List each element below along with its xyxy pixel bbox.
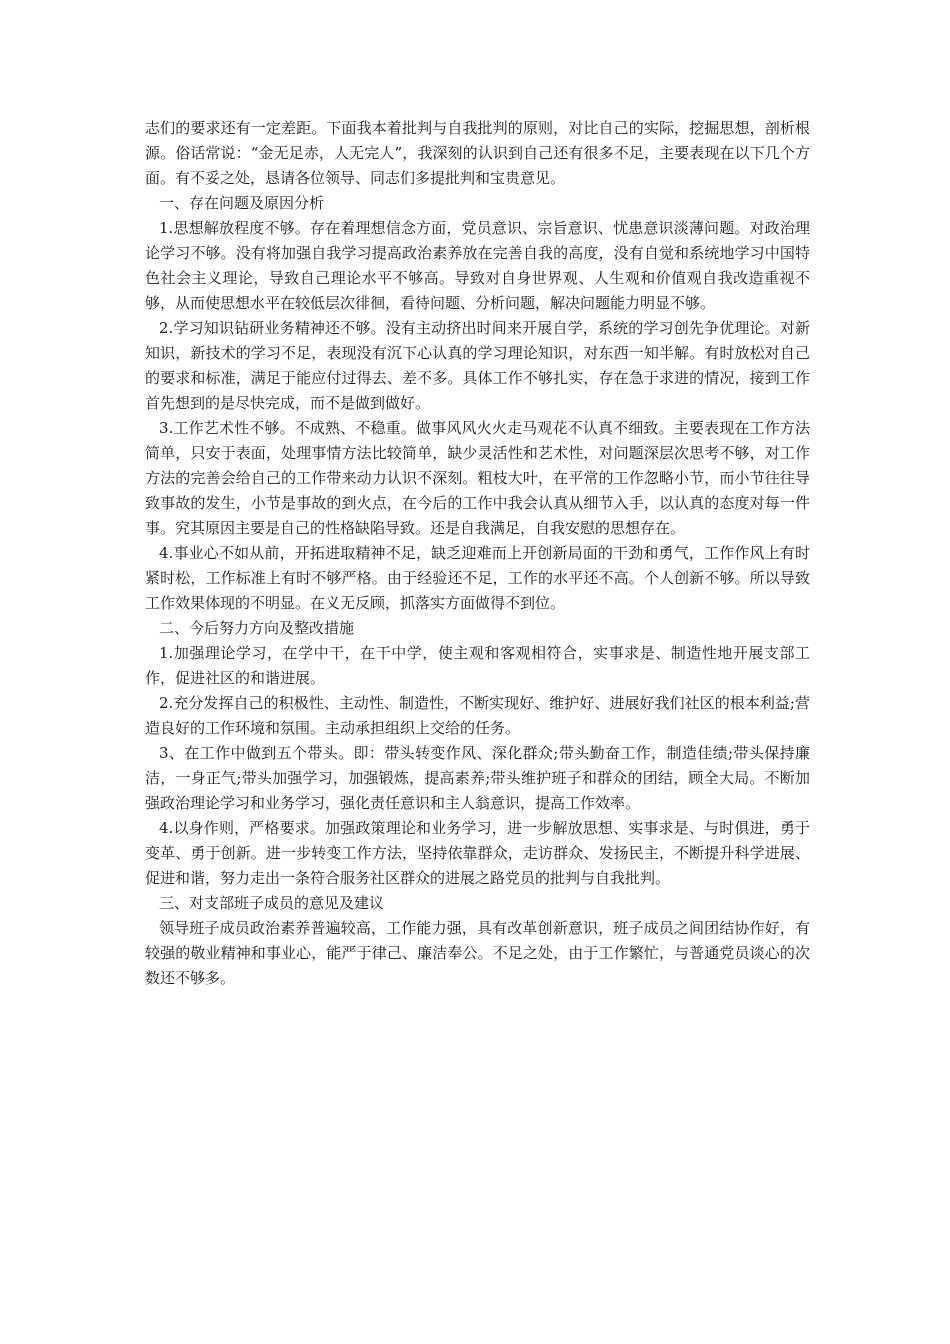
section-heading-problems: 一、存在问题及原因分析 bbox=[159, 194, 325, 212]
section-heading-measures: 二、今后努力方向及整改措施 bbox=[159, 619, 355, 637]
intro-paragraph: 志们的要求还有一定差距。下面我本着批判与自我批判的原则，对比自己的实际，挖掘思想，剖析根源。俗话常说：“金无足赤，人无完人”，我深刻的认识到自己还有很多不足，主要表现在以下几个方面。有不妥之处，恳请各位领导、同志们多提批判和宝贵意见。 bbox=[145, 119, 810, 187]
measure-item-3: 3、在工作中做到五个带头。即：带头转变作风、深化群众;带头勤奋工作，制造佳绩;带头保持廉洁，一身正气;带头加强学习，加强锻炼，提高素养;带头维护班子和群众的团结，顾全大局。不断加强政治理论学习和业务学习，强化责任意识和主人翁意识，提高工作效率。 bbox=[145, 744, 810, 812]
problem-item-4: 4.事业心不如从前，开拓进取精神不足，缺乏迎难而上开创新局面的干劲和勇气，工作作风上有时紧时松，工作标准上有时不够严格。由于经验还不足，工作的水平还不高。个人创新不够。所以导致工作效果体现的不明显。在义无反顾，抓落实方面做得不到位。 bbox=[145, 544, 810, 612]
problem-item-1: 1.思想解放程度不够。存在着理想信念方面，党员意识、宗旨意识、忧患意识淡薄问题。对政治理论学习不够。没有将加强自我学习提高政治素养放在完善自我的高度，没有自觉和系统地学习中国特色社会主义理论，导致自己理论水平不够高。导致对自身世界观、人生观和价值观自我改造重视不够，从而使思想水平在较低层次徘徊，看待问题、分析问题，解决问题能力明显不够。 bbox=[145, 219, 810, 312]
measure-item-1: 1.加强理论学习，在学中干，在干中学，使主观和客观相符合，实事求是、制造性地开展支部工作，促进社区的和谐进展。 bbox=[145, 644, 810, 687]
measure-item-4: 4.以身作则，严格要求。加强政策理论和业务学习，进一步解放思想、实事求是、与时俱进，勇于变革、勇于创新。进一步转变工作方法，坚持依靠群众，走访群众、发扬民主，不断提升科学进展、促进和谐，努力走出一条符合服务社区群众的进展之路党员的批判与自我批判。 bbox=[145, 819, 810, 887]
section-heading-suggestions: 三、对支部班子成员的意见及建议 bbox=[159, 894, 385, 912]
document-page bbox=[145, 116, 810, 991]
problem-item-3: 3.工作艺术性不够。不成熟、不稳重。做事风风火火走马观花不认真不细致。主要表现在工作方法简单，只安于表面，处理事情方法比较简单，缺少灵活性和艺术性，对问题深层次思考不够，对工作方法的完善会给自己的工作带来动力认识不深刻。粗枝大叶，在平常的工作忽略小节，而小节往往导致事故的发生，小节是事故的到火点，在今后的工作中我会认真从细节入手，以认真的态度对每一件事。究其原因主要是自己的性格缺陷导致。还是自我满足，自我安慰的思想存在。 bbox=[145, 419, 810, 537]
problem-item-2: 2.学习知识钻研业务精神还不够。没有主动挤出时间来开展自学，系统的学习创先争优理论。对新知识，新技术的学习不足，表现没有沉下心认真的学习理论知识，对东西一知半解。有时放松对自己的要求和标准，满足于能应付过得去、差不多。具体工作不够扎实，存在急于求进的情况，接到工作首先想到的是尽快完成，而不是做到做好。 bbox=[145, 319, 810, 412]
measure-item-2: 2.充分发挥自己的积极性、主动性、制造性，不断实现好、维护好、进展好我们社区的根本利益;营造良好的工作环境和氛围。主动承担组织上交给的任务。 bbox=[145, 694, 810, 737]
suggestions-paragraph: 领导班子成员政治素养普遍较高，工作能力强，具有改革创新意识，班子成员之间团结协作好，有较强的敬业精神和事业心，能严于律己、廉洁奉公。不足之处，由于工作繁忙，与普通党员谈心的次数还不够多。 bbox=[145, 919, 810, 987]
